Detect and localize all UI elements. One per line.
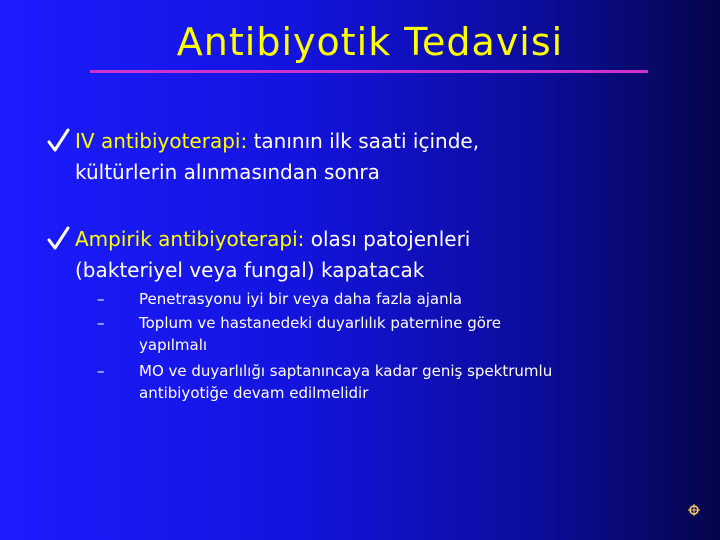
checkmark-icon bbox=[45, 126, 71, 156]
bullet-continuation: kültürlerin alınmasından sonra bbox=[75, 160, 380, 184]
bullet-highlight: IV antibiyoterapi: bbox=[75, 129, 248, 153]
bullet-text: olası patojenleri bbox=[304, 227, 471, 251]
title-underline bbox=[90, 70, 648, 73]
bullet-highlight: Ampirik antibiyoterapi: bbox=[75, 227, 305, 251]
checkmark-icon bbox=[45, 224, 71, 254]
sub-bullet-text: Toplum ve hastanedeki duyarlılık paternine göre yapılmalı bbox=[139, 314, 501, 354]
sub-bullet-text: Penetrasyonu iyi bir veya daha fazla ajanla bbox=[139, 290, 462, 308]
bullet-empiric-antibiotherapy bbox=[45, 224, 470, 286]
crosshair-icon bbox=[688, 504, 700, 516]
bullet-iv-antibiotherapy bbox=[45, 126, 479, 188]
bullet-line bbox=[45, 126, 479, 157]
bullet-line bbox=[45, 224, 470, 255]
bullet-text: tanının ilk saati içinde, bbox=[247, 129, 480, 153]
bullet-continuation: (bakteriyel veya fungal) kapatacak bbox=[75, 258, 425, 282]
dash-marker: – bbox=[97, 290, 105, 308]
dash-marker: – bbox=[97, 314, 105, 332]
dash-marker: – bbox=[97, 362, 105, 380]
slide-title: Antibiyotik Tedavisi bbox=[176, 20, 564, 64]
sub-bullet-text: MO ve duyarlılığı saptanıncaya kadar geniş spektrumlu antibiyotiğe devam edilmelidir bbox=[139, 362, 553, 402]
